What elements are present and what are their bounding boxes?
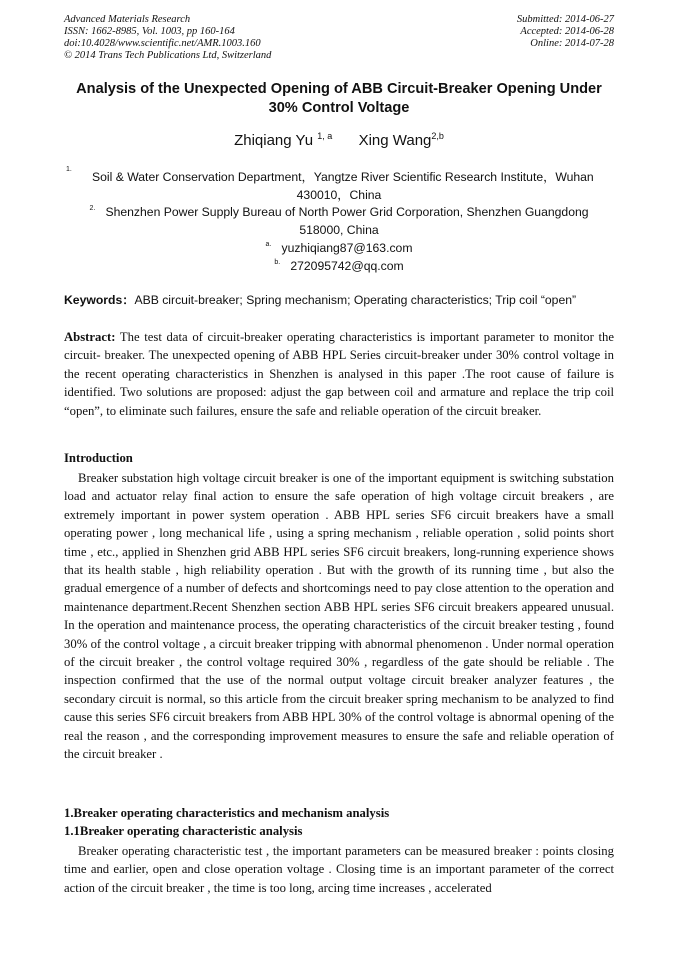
email-b	[0, 259, 678, 273]
journal-info	[64, 14, 271, 62]
abstract	[64, 328, 614, 420]
author-name: Zhiqiang Yu	[234, 132, 314, 149]
section-1-heading: 1.Breaker operating characteristics and mechanism analysis	[64, 806, 390, 820]
submitted-date: Submitted: 2014-06-27	[516, 14, 614, 25]
email-address: 272095742@qq.com	[290, 259, 404, 273]
introduction-paragraph: Breaker substation high voltage circuit breaker is one of the important equipment is switching substation load and actuator relay final action to ensure the safe operation of high voltage circuit breakers , are extremely important in power system operation . ABB HPL series SF6 circuit breakers have a small operating power , long mechanical life , using a spring mechanism , reliable operation , solid points short time , etc., applied in Shenzhen grid ABB HPL series SF6 circuit breakers, long-running experience shows that its health stable , high reliability operation . But with the growth of its running time , but also the gradual emergence of a number of defects and shortcomings need to pay close attention to the operation and maintenance department.Recent Shenzhen section ABB HPL series SF6 circuit breakers appeared unusual. In the operation and maintenance process, the operating characteristics of the circuit breaker testing , found 30% of the control voltage , a circuit breaker tripping with abnormal phenomenon . Under normal operation of the circuit breaker , the control voltage required 30% , regardless of the gate should be reliable . The inspection confirmed that the use of the normal output voltage circuit breaker analyzer features , the secondary circuit is normal, so this article from the circuit breaker spring mechanism to be analyzed to find cause this series SF6 circuit breakers from ABB HPL 30% of the control voltage is abnormal opening of the real the reason , and the corresponding improvement measures to ensure the safe and reliable operation of the circuit breaker .	[64, 471, 614, 762]
author-name: Xing Wang	[358, 132, 432, 149]
section-1-1-paragraph: Breaker operating characteristic test , the important parameters can be measured breaker : points closing time and earlier, open and close operation voltage . Closing time is an important parameter of the correct action of the circuit breaker , the time is too long, arcing time increases , accelerated	[64, 844, 614, 895]
issn: ISSN: 1662-8985, Vol. 1003, pp 160-164	[64, 26, 235, 37]
online-date: Online: 2014-07-28	[530, 38, 614, 49]
email-mark: b.	[274, 259, 281, 266]
journal-name: Advanced Materials Research	[64, 14, 191, 25]
author-affiliation-mark: 1, a	[317, 131, 333, 141]
abstract-text: The test data of circuit-breaker operating characteristics is important parameter to monitor the circuit- breaker. The unexpected opening of ABB HPL Series circuit-breaker under 30% control voltage in the recent operating characteristics in Shenzhen is analysed in this paper .The root cause of failure is identified. Two solutions are proposed: adjust the gap between coil and armature and replace the trip coil “open”, to eliminate such failures, ensure the safe and reliable operation of the circuit breaker.	[64, 330, 614, 418]
affiliation-1-cont: 430010，China	[296, 188, 382, 202]
publication-dates	[517, 14, 614, 50]
email-a	[0, 241, 678, 255]
doi: doi:10.4028/www.scientific.net/AMR.1003.160	[64, 38, 261, 49]
email-mark: a.	[265, 241, 272, 248]
affiliation-number: 2.	[89, 205, 96, 212]
affiliation-2	[0, 205, 678, 219]
affiliation-2-cont: 518000, China	[299, 223, 379, 237]
introduction-heading: Introduction	[64, 451, 133, 465]
keywords-label: Keywords：	[64, 293, 135, 307]
accepted-date: Accepted: 2014-06-28	[520, 26, 614, 37]
abstract-label: Abstract:	[64, 330, 116, 344]
author-affiliation-mark: 2,b	[431, 131, 444, 141]
affiliation-number: 1.	[66, 166, 72, 173]
keywords	[64, 291, 614, 308]
affiliation-text: Shenzhen Power Supply Bureau of North Power Grid Corporation, Shenzhen Guangdong	[105, 205, 589, 219]
author-list	[0, 131, 678, 149]
affiliation-text: Soil & Water Conservation Department，Yangtze River Scientific Research Institute，Wuhan	[92, 170, 594, 184]
paper-title: Analysis of the Unexpected Opening of ABB Circuit-Breaker Opening Under 30% Control Voltage	[76, 81, 602, 116]
copyright: © 2014 Trans Tech Publications Ltd, Switzerland	[64, 50, 272, 61]
section-1-1-heading: 1.1Breaker operating characteristic analysis	[64, 824, 303, 838]
email-address: yuzhiqiang87@163.com	[281, 241, 413, 255]
keywords-text: ABB circuit-breaker; Spring mechanism; Operating characteristics; Trip coil “open”	[134, 293, 577, 307]
